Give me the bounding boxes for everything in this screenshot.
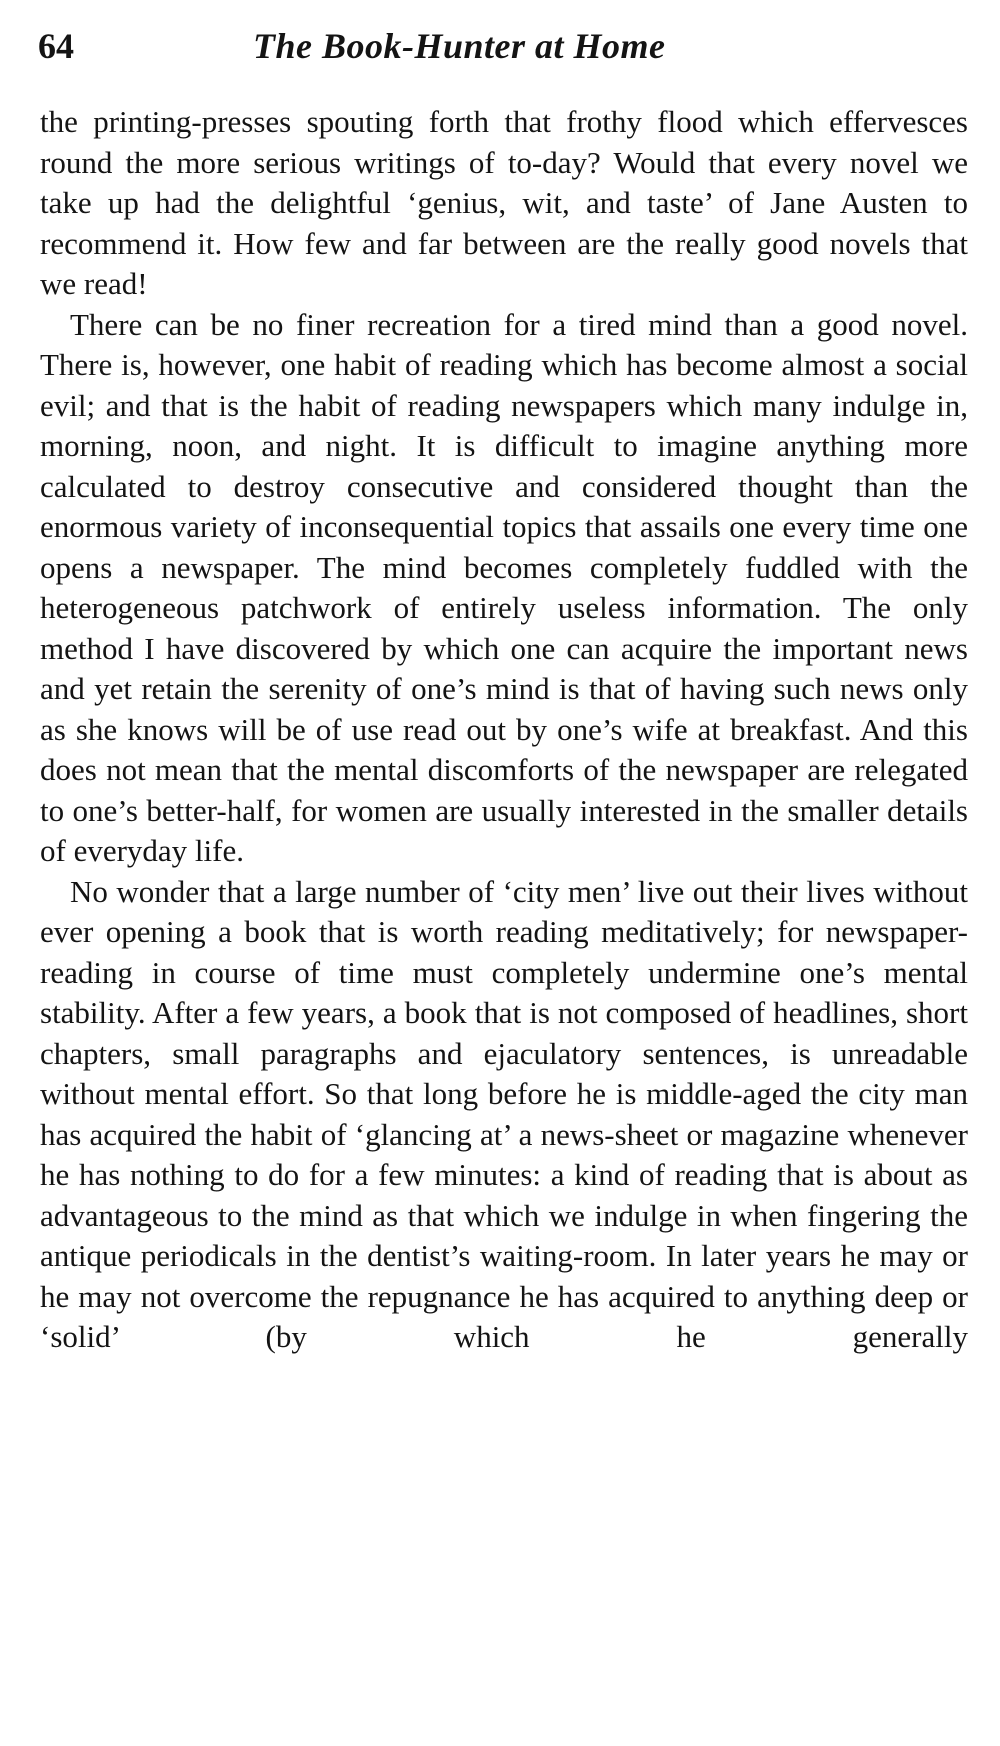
- page-number: 64: [38, 26, 74, 66]
- body-text: [40, 102, 968, 1358]
- paragraph-2: There can be no finer recreation for a tired mind than a good novel. There is, however, one habit of reading which has become almost a social evil; and that is the habit of reading newspapers which many indulge in, morning, noon, and night. It is difficult to imagine anything more calculated to destroy consecutive and considered thought than the enormous variety of inconsequential topics that assails one every time one opens a newspaper. The mind becomes completely fuddled with the heterogeneous patchwork of entirely useless information. The only method I have discovered by which one can acquire the important news and yet retain the serenity of one’s mind is that of having such news only as she knows will be of use read out by one’s wife at breakfast. And this does not mean that the mental discomforts of the newspaper are relegated to one’s better-half, for women are usually interested in the smaller details of everyday life.: [40, 306, 968, 868]
- running-title: The Book-Hunter at Home: [253, 26, 666, 66]
- paragraph-3: No wonder that a large number of ‘city men’ live out their lives without ever opening a book that is worth reading meditatively; for newspaper-reading in course of time must completely undermine one’s mental stability. After a few years, a book that is not composed of headlines, short chapters, small paragraphs and ejaculatory sentences, is unreadable without mental effort. So that long before he is middle-aged the city man has acquired the habit of ‘glancing at’ a news-sheet or magazine whenever he has nothing to do for a few minutes: a kind of reading that is about as advantageous to the mind as that which we indulge in when fingering the antique periodicals in the dentist’s waiting-room. In later years he may or he may not overcome the repugnance he has acquired to anything deep or ‘solid’ (by which he generally: [40, 873, 968, 1354]
- page-header: [38, 22, 933, 70]
- paragraph-1: the printing-presses spouting forth that frothy flood which effervesces round the more serious writings of to-day? Would that every novel we take up had the delightful ‘genius, wit, and taste’ of Jane Austen to recommend it. How few and far between are the really good novels that we read!: [40, 104, 968, 301]
